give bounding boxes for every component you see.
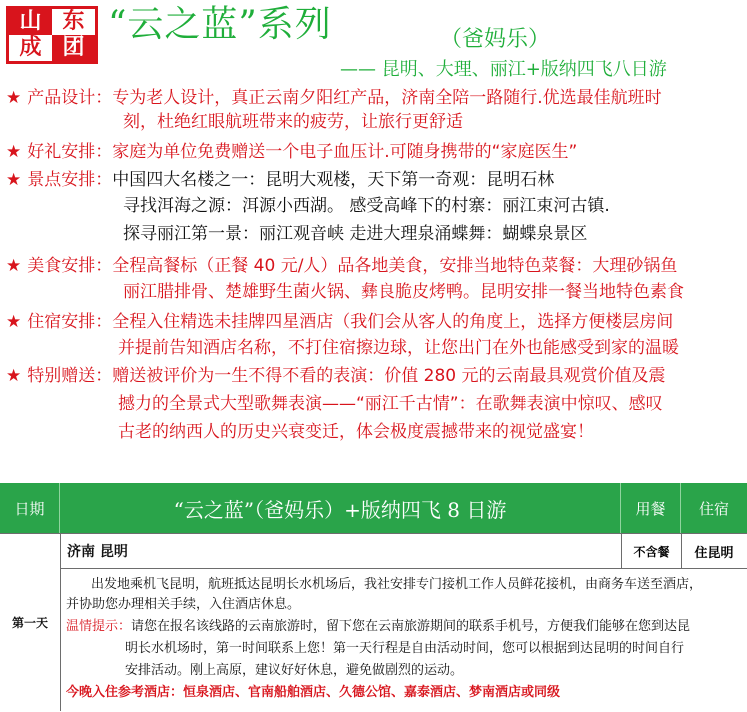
header-date: 日期 xyxy=(0,483,60,533)
feature-label: 好礼安排： xyxy=(27,142,113,162)
star-icon: ★ xyxy=(6,366,22,386)
feature-sights xyxy=(6,168,554,192)
feature-text: 寻找洱海之源：洱源小西湖。 感受高峰下的村寨：丽江束河古镇. xyxy=(123,196,610,216)
feature-text: 刻，杜绝红眼航班带来的疲劳，让旅行更舒适 xyxy=(123,112,463,132)
header-hotel: 住宿 xyxy=(698,499,729,518)
star-icon: ★ xyxy=(6,142,22,162)
day-description xyxy=(61,568,747,712)
header-title: “云之蓝”（爸妈乐）+版纳四飞 8 日游 xyxy=(60,483,621,533)
logo-char: 团 xyxy=(52,35,95,61)
feature-text: 专为老人设计，真正云南夕阳红产品，济南全陪一路随行.优选最佳航班时 xyxy=(112,88,662,108)
feature-text: 赠送被评价为一生不得不看的表演：价值 280 元的云南最具观赏价值及震 xyxy=(112,366,666,386)
tip-text: 请您在报名该线路的云南旅游时，留下您在云南旅游期间的联系手机号，方便我们能够在您到达昆 xyxy=(131,619,691,634)
route-cities: 济南 昆明 xyxy=(67,544,128,560)
route-line: —— 昆明、大理、丽江+版纳四飞八日游 xyxy=(340,59,667,80)
hotel-suggestions: 今晚入住参考酒店：恒泉酒店、官南船舶酒店、久德公馆、嘉泰酒店、梦南酒店或同级 xyxy=(66,685,561,700)
feature-text: 并提前告知酒店名称，不打住宿擦边球，让您出门在外也能感受到家的温暖 xyxy=(118,338,679,358)
hotel-value: 住昆明 xyxy=(694,545,734,561)
feature-text: 探寻丽江第一景：丽江观音峡 走进大理泉涌蝶舞：蝴蝶泉景区 xyxy=(123,224,588,244)
table-row xyxy=(0,533,747,711)
desc-line: 并协助您办理相关手续，入住酒店休息。 xyxy=(66,597,301,612)
feature-food xyxy=(6,254,677,278)
feature-label: 景点安排： xyxy=(27,170,113,190)
day-label: 第一天 xyxy=(0,534,61,711)
itinerary-table xyxy=(0,483,747,710)
feature-label: 特别赠送： xyxy=(27,366,113,386)
desc-line: 出发地乘机飞昆明，航班抵达昆明长水机场后，我社安排专门接机工作人员鲜花接机，由商务车送至酒店， xyxy=(91,577,703,592)
meal-value: 不含餐 xyxy=(621,534,682,568)
tip-label: 温情提示： xyxy=(66,619,132,634)
feature-lodging xyxy=(6,310,673,334)
feature-text: 中国四大名楼之一：昆明大观楼，天下第一奇观：昆明石林 xyxy=(112,170,555,190)
series-title: “云之蓝”系列 xyxy=(108,4,332,45)
feature-text: 全程高餐标（正餐 40 元/人）品各地美食，安排当地特色菜餐：大理砂锅鱼 xyxy=(112,256,678,276)
tip-text: 明长水机场时，第一时间联系上您！第一天行程是自由活动时间，您可以根据到达昆明的时间自行 xyxy=(125,641,685,656)
star-icon: ★ xyxy=(6,256,22,276)
logo-char: 山 xyxy=(9,9,52,35)
tip-text: 安排活动。刚上高原，建议好好休息，避免做剧烈的运动。 xyxy=(125,663,464,678)
feature-text: 撼力的全景式大型歌舞表演——“丽江千古情”：在歌舞表演中惊叹、感叹 xyxy=(118,394,663,414)
tip-line xyxy=(66,617,690,637)
feature-text: 家庭为单位免费赠送一个电子血压计.可随身携带的“家庭医生” xyxy=(112,142,578,162)
table-header xyxy=(0,483,747,533)
feature-text: 丽江腊排骨、楚雄野生菌火锅、彝良脆皮烤鸭。昆明安排一餐当地特色素食 xyxy=(123,282,684,302)
logo-char: 成 xyxy=(9,35,52,61)
feature-gift xyxy=(6,140,577,164)
feature-text: 古老的纳西人的历史兴衰变迁，体会极度震撼带来的视觉盛宴！ xyxy=(118,422,594,442)
header-meal: 用餐 xyxy=(621,483,681,533)
star-icon: ★ xyxy=(6,88,22,108)
logo-char: 东 xyxy=(52,9,95,35)
feature-label: 产品设计： xyxy=(27,88,113,108)
star-icon: ★ xyxy=(6,170,22,190)
series-subtitle: （爸妈乐） xyxy=(440,27,551,52)
feature-label: 美食安排： xyxy=(27,256,113,276)
feature-text: 全程入住精选未挂牌四星酒店（我们会从客人的角度上，选择方便楼层房间 xyxy=(112,312,674,332)
feature-special xyxy=(6,364,666,388)
brand-logo xyxy=(6,6,98,64)
feature-product-design xyxy=(6,86,662,110)
feature-label: 住宿安排： xyxy=(27,312,113,332)
star-icon: ★ xyxy=(6,312,22,332)
